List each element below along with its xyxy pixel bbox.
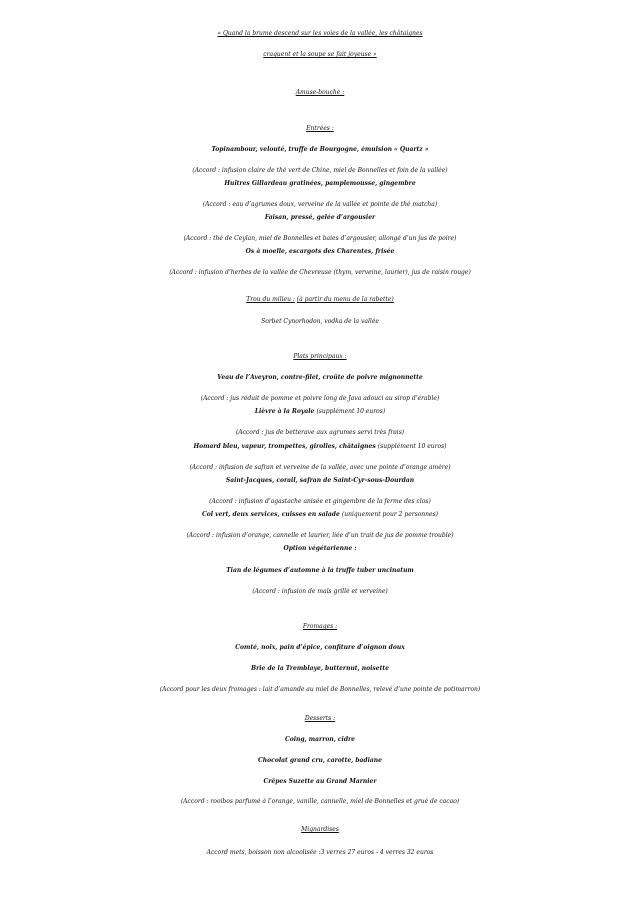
dish-plat xyxy=(0,511,640,518)
dish-accord: (Accord : thé de Ceylan, miel de Bonnelles et baies d’argousier, allongé d’un jus de poire) xyxy=(183,235,457,242)
section-title-plats-principaux: Plats principaux : xyxy=(293,353,347,360)
dish-dessert: Coing, marron, cidre xyxy=(285,736,355,743)
trou-subtitle: (à partir du menu de la rabette) xyxy=(296,296,394,303)
dish-accord: (Accord : jus de betterave aux agrumes servi très frais) xyxy=(235,429,405,436)
dish-plat xyxy=(0,374,640,381)
dish-accord: (Accord : infusion d’orange, cannelle et laurier, liée d’un trait de jus de pomme trouble) xyxy=(186,532,454,539)
dish-dessert: Chocolat grand cru, carotte, badiane xyxy=(258,757,382,764)
dish-name: Saint-Jacques, corail, safran de Saint-Cyr-sous-Dourdan xyxy=(225,477,415,484)
dish-supplement: (supplément 10 euros) xyxy=(316,408,386,415)
dish-accord: (Accord : eau d’agrumes doux, verveine de la vallée et pointe de thé matcha) xyxy=(202,201,438,208)
dish-accord: (Accord : rooibos parfumé à l’orange, vanille, cannelle, miel de Bonnelles et grué de cacao) xyxy=(180,798,460,805)
section-title-entrees: Entrées : xyxy=(306,125,334,132)
dish-trou: Sorbet Cynorhodon, vodka de la vallée xyxy=(261,318,379,325)
dish-accord: (Accord : infusion d’agastache anisée et gingembre de la ferme des clos) xyxy=(209,498,431,505)
dish-accord: (Accord : infusion d’herbes de la vallée de Chevreuse (thym, verveine, laurier), jus de raisin rouge) xyxy=(169,269,471,276)
intro-quote-line-2: craquent et la soupe se fait joyeuse » xyxy=(263,51,377,58)
section-title-fromages: Fromages : xyxy=(302,623,338,630)
dish-entree: Huîtres Gillardeau gratinées, pamplemousse, gingembre xyxy=(224,180,416,187)
dish-accord: (Accord : jus réduit de pomme et poivre long de Java adouci au sirop d’érable) xyxy=(200,395,440,402)
dish-supplement: (uniquement pour 2 personnes) xyxy=(341,511,439,518)
section-title-mignardises: Mignardises xyxy=(301,826,339,833)
section-title-trou-du-milieu xyxy=(0,296,640,303)
vegetarian-option-title: Option végétarienne : xyxy=(283,545,357,552)
dish-plat xyxy=(0,408,640,415)
dish-accord: (Accord : infusion de maïs grillé et verveine) xyxy=(252,588,388,595)
dish-supplement: (supplément 10 euros) xyxy=(377,443,447,450)
dish-entree: Faisan, pressé, gelée d’argousier xyxy=(264,214,376,221)
dish-name: Lièvre à la Royale xyxy=(254,408,315,415)
dish-name: Homard bleu, vapeur, trompettes, girolles, châtaignes xyxy=(193,443,376,450)
section-title-amuse-bouche: Amuse-bouche : xyxy=(295,89,345,96)
dish-accord: (Accord : infusion claire de thé vert de Chine, miel de Bonnelles et foin de la vallée) xyxy=(192,167,448,174)
dish-accord: (Accord : infusion de safran et verveine de la vallée, avec une pointe d’orange amère) xyxy=(189,464,451,471)
dish-vegetarian: Tian de légumes d’automne à la truffe tuber uncinatum xyxy=(226,567,414,574)
section-title-desserts: Desserts : xyxy=(304,715,336,722)
intro-quote-line-1: « Quand la brume descend sur les voies de la vallée, les châtaignes xyxy=(217,30,423,37)
dish-entree: Topinambour, velouté, truffe de Bourgogne, émulsion « Quartz » xyxy=(211,146,429,153)
dish-fromage: Brie de la Tremblaye, butternut, noisette xyxy=(251,665,389,672)
dish-dessert: Crêpes Suzette au Grand Marnier xyxy=(263,778,377,785)
dish-name: Col vert, deux services, cuisses en salade xyxy=(201,511,340,518)
pairing-price: Accord mets, boisson non alcoolisée :3 verres 27 euros - 4 verres 32 euros xyxy=(206,849,434,856)
dish-plat xyxy=(0,477,640,484)
dish-accord: (Accord pour les deux fromages : lait d’amande au miel de Bonnelles, relevé d’une pointe de potimarron) xyxy=(159,686,481,693)
dish-fromage: Comté, noix, pain d’épice, confiture d’oignon doux xyxy=(235,644,405,651)
dish-entree: Os à moelle, escargots des Charentes, frisée xyxy=(245,248,395,255)
dish-name: Veau de l’Aveyron, contre-filet, croûte de poivre mignonnette xyxy=(217,374,423,381)
dish-plat xyxy=(0,443,640,450)
trou-title: Trou du milieu : xyxy=(246,296,295,303)
